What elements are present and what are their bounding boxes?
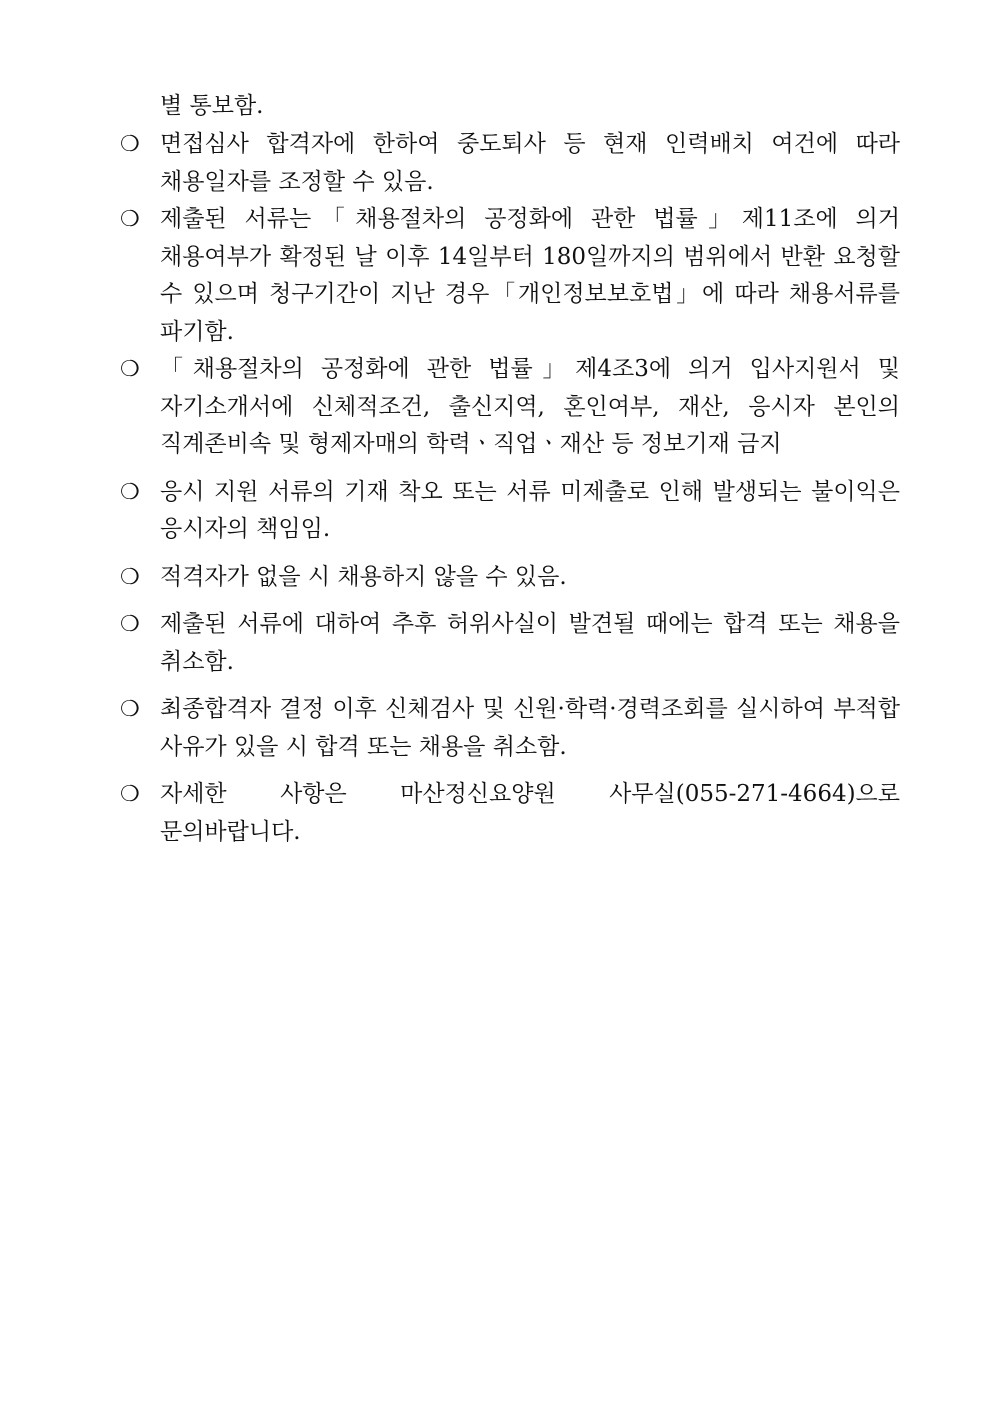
list-item <box>118 126 900 201</box>
circle-bullet-icon: ❍ <box>120 132 140 157</box>
circle-bullet-icon: ❍ <box>120 782 140 807</box>
list-item <box>118 606 900 681</box>
list-item <box>118 691 900 766</box>
notice-list <box>118 126 900 851</box>
circle-bullet-icon: ❍ <box>120 207 140 232</box>
circle-bullet-icon: ❍ <box>120 564 140 590</box>
list-item <box>118 351 900 464</box>
list-item-text: 적격자가 없을 시 채용하지 않을 수 있음. <box>160 563 567 590</box>
list-item <box>118 201 900 351</box>
circle-bullet-icon: ❍ <box>120 697 140 722</box>
list-item-text: 응시 지원 서류의 기재 착오 또는 서류 미제출로 인해 발생되는 불이익은 응시자의 책임임. <box>160 478 900 542</box>
continuation-text: 별 통보함. <box>160 93 264 119</box>
list-item <box>118 776 900 851</box>
list-item-text: 제출된 서류는「채용절차의 공정화에 관한 법률」제11조에 의거 채용여부가 확정된 날 이후 14일부터 180일까지의 범위에서 반환 요청할 수 있으며 청구기간이 지난 경우「개인정보보호법」에 따라 채용서류를 파기함. <box>160 206 900 345</box>
circle-bullet-icon: ❍ <box>120 357 140 382</box>
list-item-text: 면접심사 합격자에 한하여 중도퇴사 등 현재 인력배치 여건에 따라 채용일자를 조정할 수 있음. <box>160 131 900 195</box>
list-item <box>118 474 900 549</box>
circle-bullet-icon: ❍ <box>120 479 140 505</box>
list-item-text: 최종합격자 결정 이후 신체검사 및 신원·학력·경력조회를 실시하여 부적합 사유가 있을 시 합격 또는 채용을 취소함. <box>160 696 900 760</box>
list-item-text: 제출된 서류에 대하여 추후 허위사실이 발견될 때에는 합격 또는 채용을 취소함. <box>160 611 900 675</box>
list-item-text: 「채용절차의 공정화에 관한 법률」제4조3에 의거 입사지원서 및 자기소개서에 신체적조건, 출신지역, 혼인여부, 재산, 응시자 본인의 직계존비속 및 형제자매의 학력ㆍ직업ㆍ재산 등 정보기재 금지 <box>160 356 900 457</box>
list-item <box>118 559 900 597</box>
circle-bullet-icon: ❍ <box>120 612 140 637</box>
list-item-text: 자세한 사항은 마산정신요양원 사무실(055-271-4664)으로 문의바랍니다. <box>160 781 900 845</box>
